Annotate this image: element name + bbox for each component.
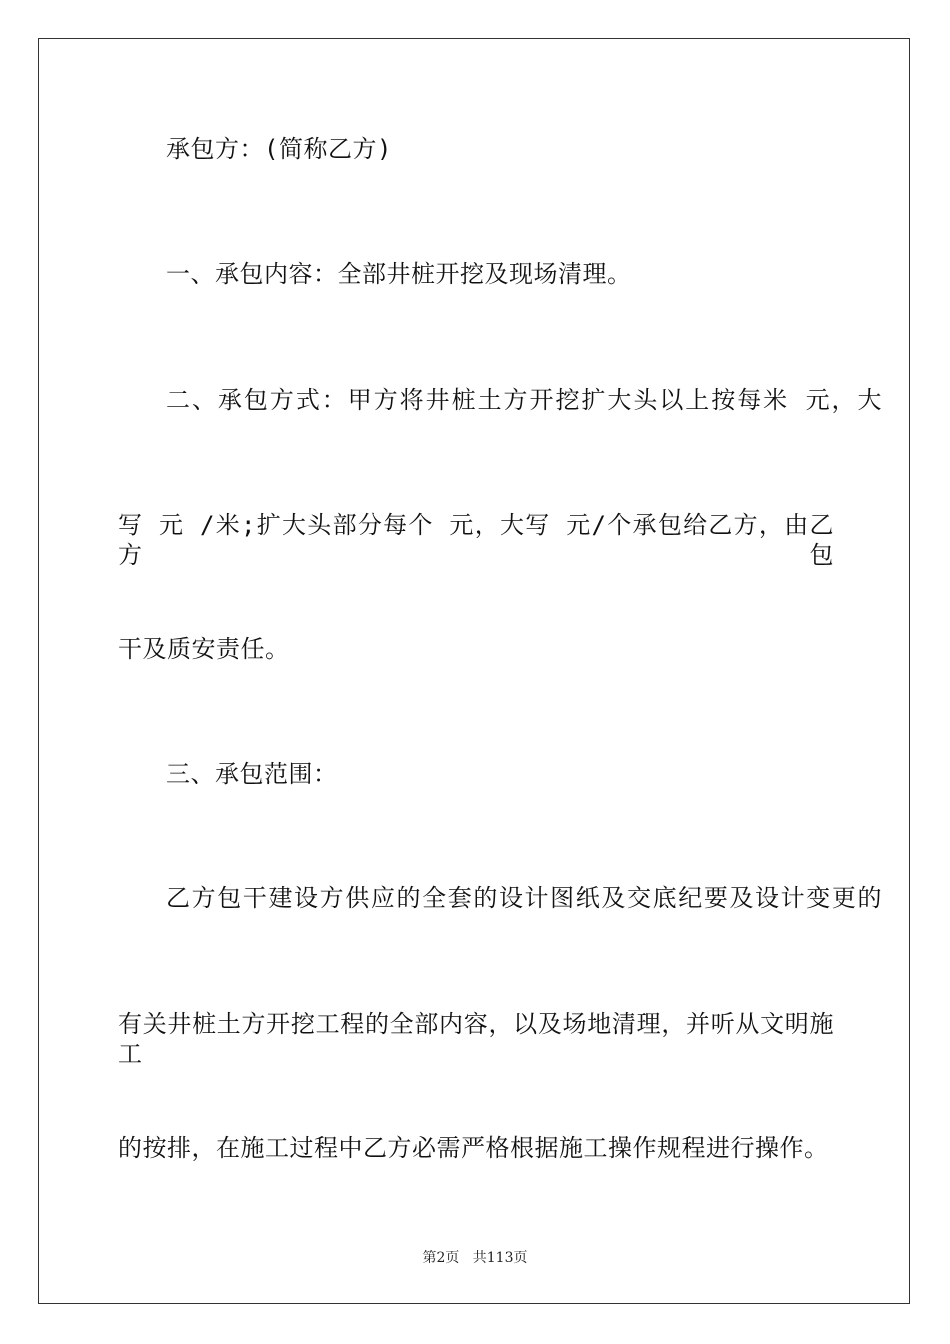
- section-1-content: 一、承包内容：全部井桩开挖及现场清理。: [166, 260, 632, 288]
- section-2-line-1: 二、承包方式：甲方将井桩土方开挖扩大头以上按每米 元，大: [166, 386, 882, 414]
- section-3-title: 三、承包范围：: [166, 760, 338, 788]
- page-frame: [38, 38, 910, 1304]
- page-footer: [0, 1248, 950, 1268]
- page-number: 第2页: [422, 1250, 460, 1266]
- section-3-line-1: 乙方包干建设方供应的全套的设计图纸及交底纪要及设计变更的: [166, 884, 882, 912]
- section-2-line-3: 干及质安责任。: [118, 635, 290, 663]
- contractor-line: 承包方：(简称乙方): [166, 135, 392, 163]
- section-2-line-2: 写 元 /米;扩大头部分每个 元，大写 元/个承包给乙方，由乙方包: [118, 511, 834, 569]
- section-3-line-2: 有关井桩土方开挖工程的全部内容，以及场地清理，并听从文明施工: [118, 1010, 834, 1068]
- page-total: 共113页: [472, 1250, 528, 1266]
- section-3-line-3: 的按排，在施工过程中乙方必需严格根据施工操作规程进行操作。: [118, 1134, 829, 1162]
